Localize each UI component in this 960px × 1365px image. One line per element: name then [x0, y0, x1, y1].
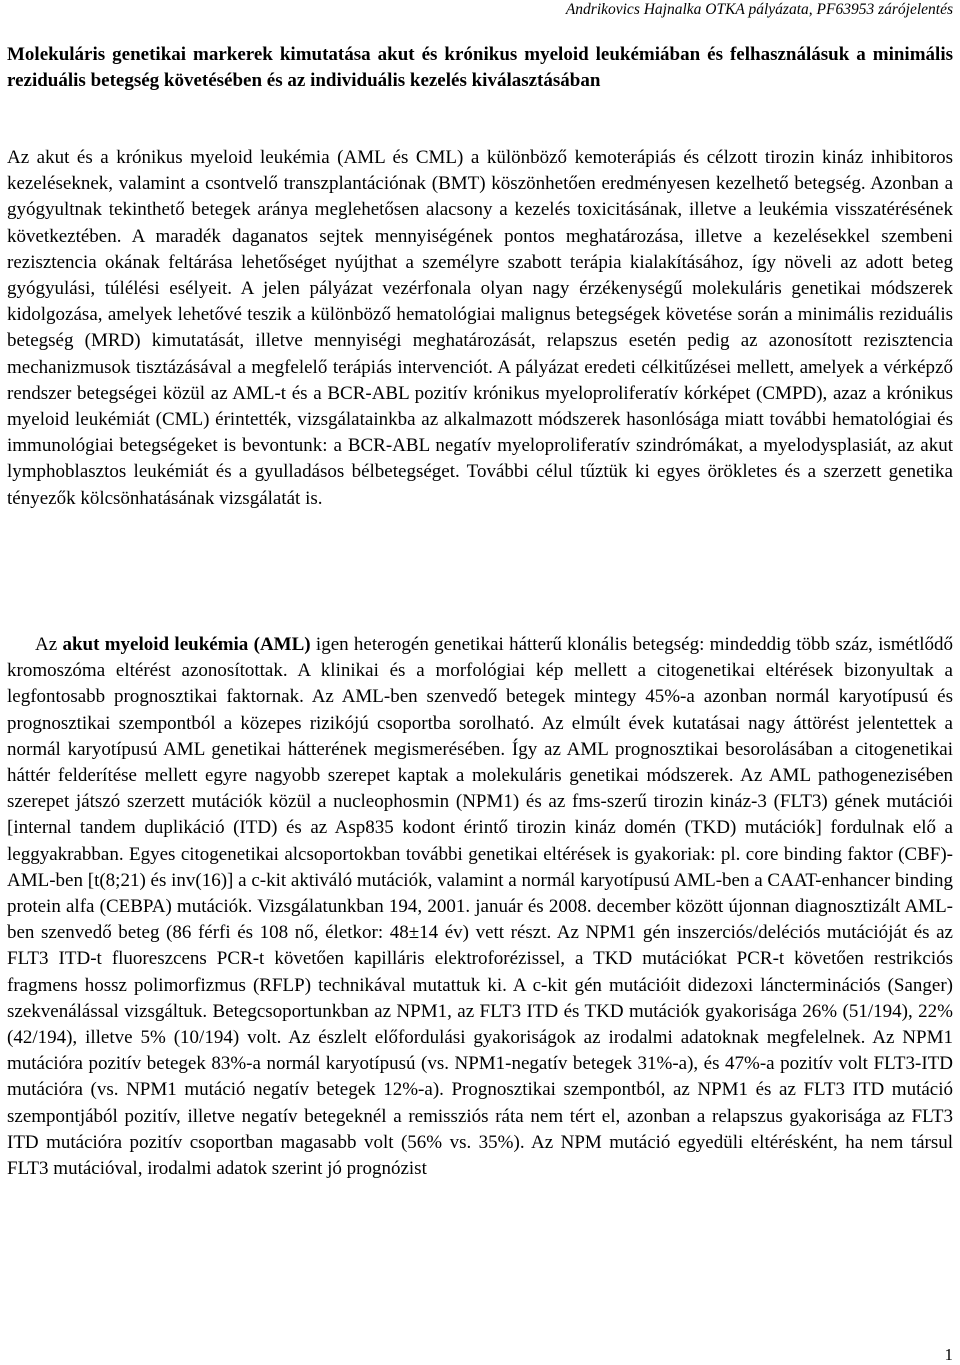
- page-number: 1: [944, 1345, 953, 1364]
- document-title: Molekuláris genetikai markerek kimutatása akut és krónikus myeloid leukémiában és felhasználásuk a minimális reziduális betegség követésében és az individuális kezelés kiválasztásában: [7, 44, 953, 92]
- document-page: [7, 0, 953, 1365]
- paragraph-aml-body: igen heterogén genetikai hátterű klonális betegség: mindeddig több száz, ismétlődő kromoszóma eltérést azonosítottak. A klinikai és a morfológiai kép mellett a citogenetikai eltérések bizonyultak a legfontosabb prognosztikai faktornak. Az AML-ben szenvedő betegek mintegy 45%-a azonban normál karyotípusú és prognosztikai szempontból a közepes rizikójú csoportba sorolható. Az elmúlt évek kutatásai nagy áttörést jelentettek a normál karyotípusú AML genetikai hátterének megismerésében. Így az AML prognosztikai besorolásában a citogenetikai háttér felderítése mellett egyre nagyobb szerepet kaptak a molekuláris genetikai módszerek. Az AML pathogenezisében szerepet játszó szerzett mutációk közül a nucleophosmin (NPM1) és az fms-szerű tirozin kináz-3 (FLT3) gének mutációi [internal tandem duplikáció (ITD) és az Asp835 kodont érintő tirozin kináz domén (TKD) mutációk] fordulnak elő a leggyakrabban. Egyes citogenetikai alcsoportokban további genetikai eltérések is gyakoriak: pl. core binding faktor (CBF)-AML-ben [t(8;21) és inv(16)] a c-kit aktiváló mutációk, valamint a normál karyotípusú AML-ben a CAAT-enhancer binding protein alfa (CEBPA) mutációk. Vizsgálatunkban 194, 2001. január és 2008. december között újonnan diagnosztizált AML-ben szenvedő beteg (86 férfi és 108 nő, életkor: 48±14 év) vett részt. Az NPM1 gén inszerciós/deléciós mutációját és az FLT3 ITD-t fluoreszcens PCR-t követően kapilláris elektroforézissel, a TKD mutációkat PCR-t követően restrikciós fragmens hossz polimorfizmus (RFLP) technikával mutattuk ki. A c-kit gén mutációit didezoxi láncterminációs (Sanger) szekvenálással vizsgáltuk. Betegcsoportunkban az NPM1, az FLT3 ITD és TKD mutációk gyakorisága 26% (51/194), 22% (42/194), illetve 5% (10/194) volt. Az észlelt előfordulási gyakoriságok az irodalmi adatoknak megfelelnek. Az NPM1 mutációra pozitív betegek 83%-a normál karyotípusú (vs. NPM1-negatív betegek 31%-a), és 47%-a pozitív volt FLT3-ITD mutációra (vs. NPM1 mutáció negatív betegek 12%-a). Prognosztikai szempontból, az NPM1 és az FLT3 ITD mutáció szempontjából pozitív, illetve negatív betegeknél a remissziós ráta nem tért el, azonban a relapszus gyakorisága az FLT3 ITD mutációra pozitív csoportban magasabb volt (56% vs. 35%). Az NPM mutáció egyedüli eltérésként, ha nem társul FLT3 mutációval, irodalmi adatok szerint jó prognózist: [7, 634, 954, 1180]
- paragraph-aml-bold-term: akut myeloid leukémia (AML): [62, 634, 311, 655]
- paragraph-intro: Az akut és a krónikus myeloid leukémia (AML és CML) a különböző kemoterápiás és célzott tirozin kináz inhibitoros kezeléseknek, valamint a csontvelő transzplantációnak (BMT) köszönhetően eredményesen kezelhető betegség. Azonban a gyógyultnak tekinthető betegek aránya meglehetősen alacsony a kezelés toxicitásának, illetve a leukémia visszatérésének következtében. A maradék daganatos sejtek mennyiségének pontos meghatározása, illetve a kezelésekkel szembeni rezisztencia okának feltárása lehetőséget nyújthat a személyre szabott terápia kialakításához, így növeli az adott beteg gyógyulási, túlélési esélyeit. A jelen pályázat vezérfonala olyan nagy érzékenységű molekuláris genetikai módszerek kidolgozása, amelyek lehetővé teszik a különböző hematológiai malignus betegségek követése során a minimális reziduális betegség (MRD) kimutatását, illetve mennyiségi meghatározását, relapszus esetén pedig az azonosított rezisztencia mechanizmusok tisztázásával a megfelelő terápiás intervenciót. A pályázat eredeti célkitűzései mellett, amelyek a vérképző rendszer betegségei közül az AML-t és a BCR-ABL pozitív krónikus myeloproliferatív kórképet (CMPD), azaz a krónikus myeloid leukémiát (CML) érintették, vizsgálatainkba az alkalmazott módszerek hasonlósága miatt további hematológiai és immunológiai betegségeket is bevontunk: a BCR-ABL negatív myeloproliferatív szindrómákat, a myelodysplasiát, az akut lymphoblasztos leukémiát és a gyulladásos bélbetegséget. További célul tűztük ki egyes örökletes és a szerzett genetika tényezők kölcsönhatásának vizsgálatát is.: [7, 147, 953, 509]
- running-header: Andrikovics Hajnalka OTKA pályázata, PF63953 zárójelentés: [565, 1, 953, 18]
- paragraph-aml: [7, 632, 953, 1182]
- paragraph-aml-lead: Az: [35, 634, 63, 655]
